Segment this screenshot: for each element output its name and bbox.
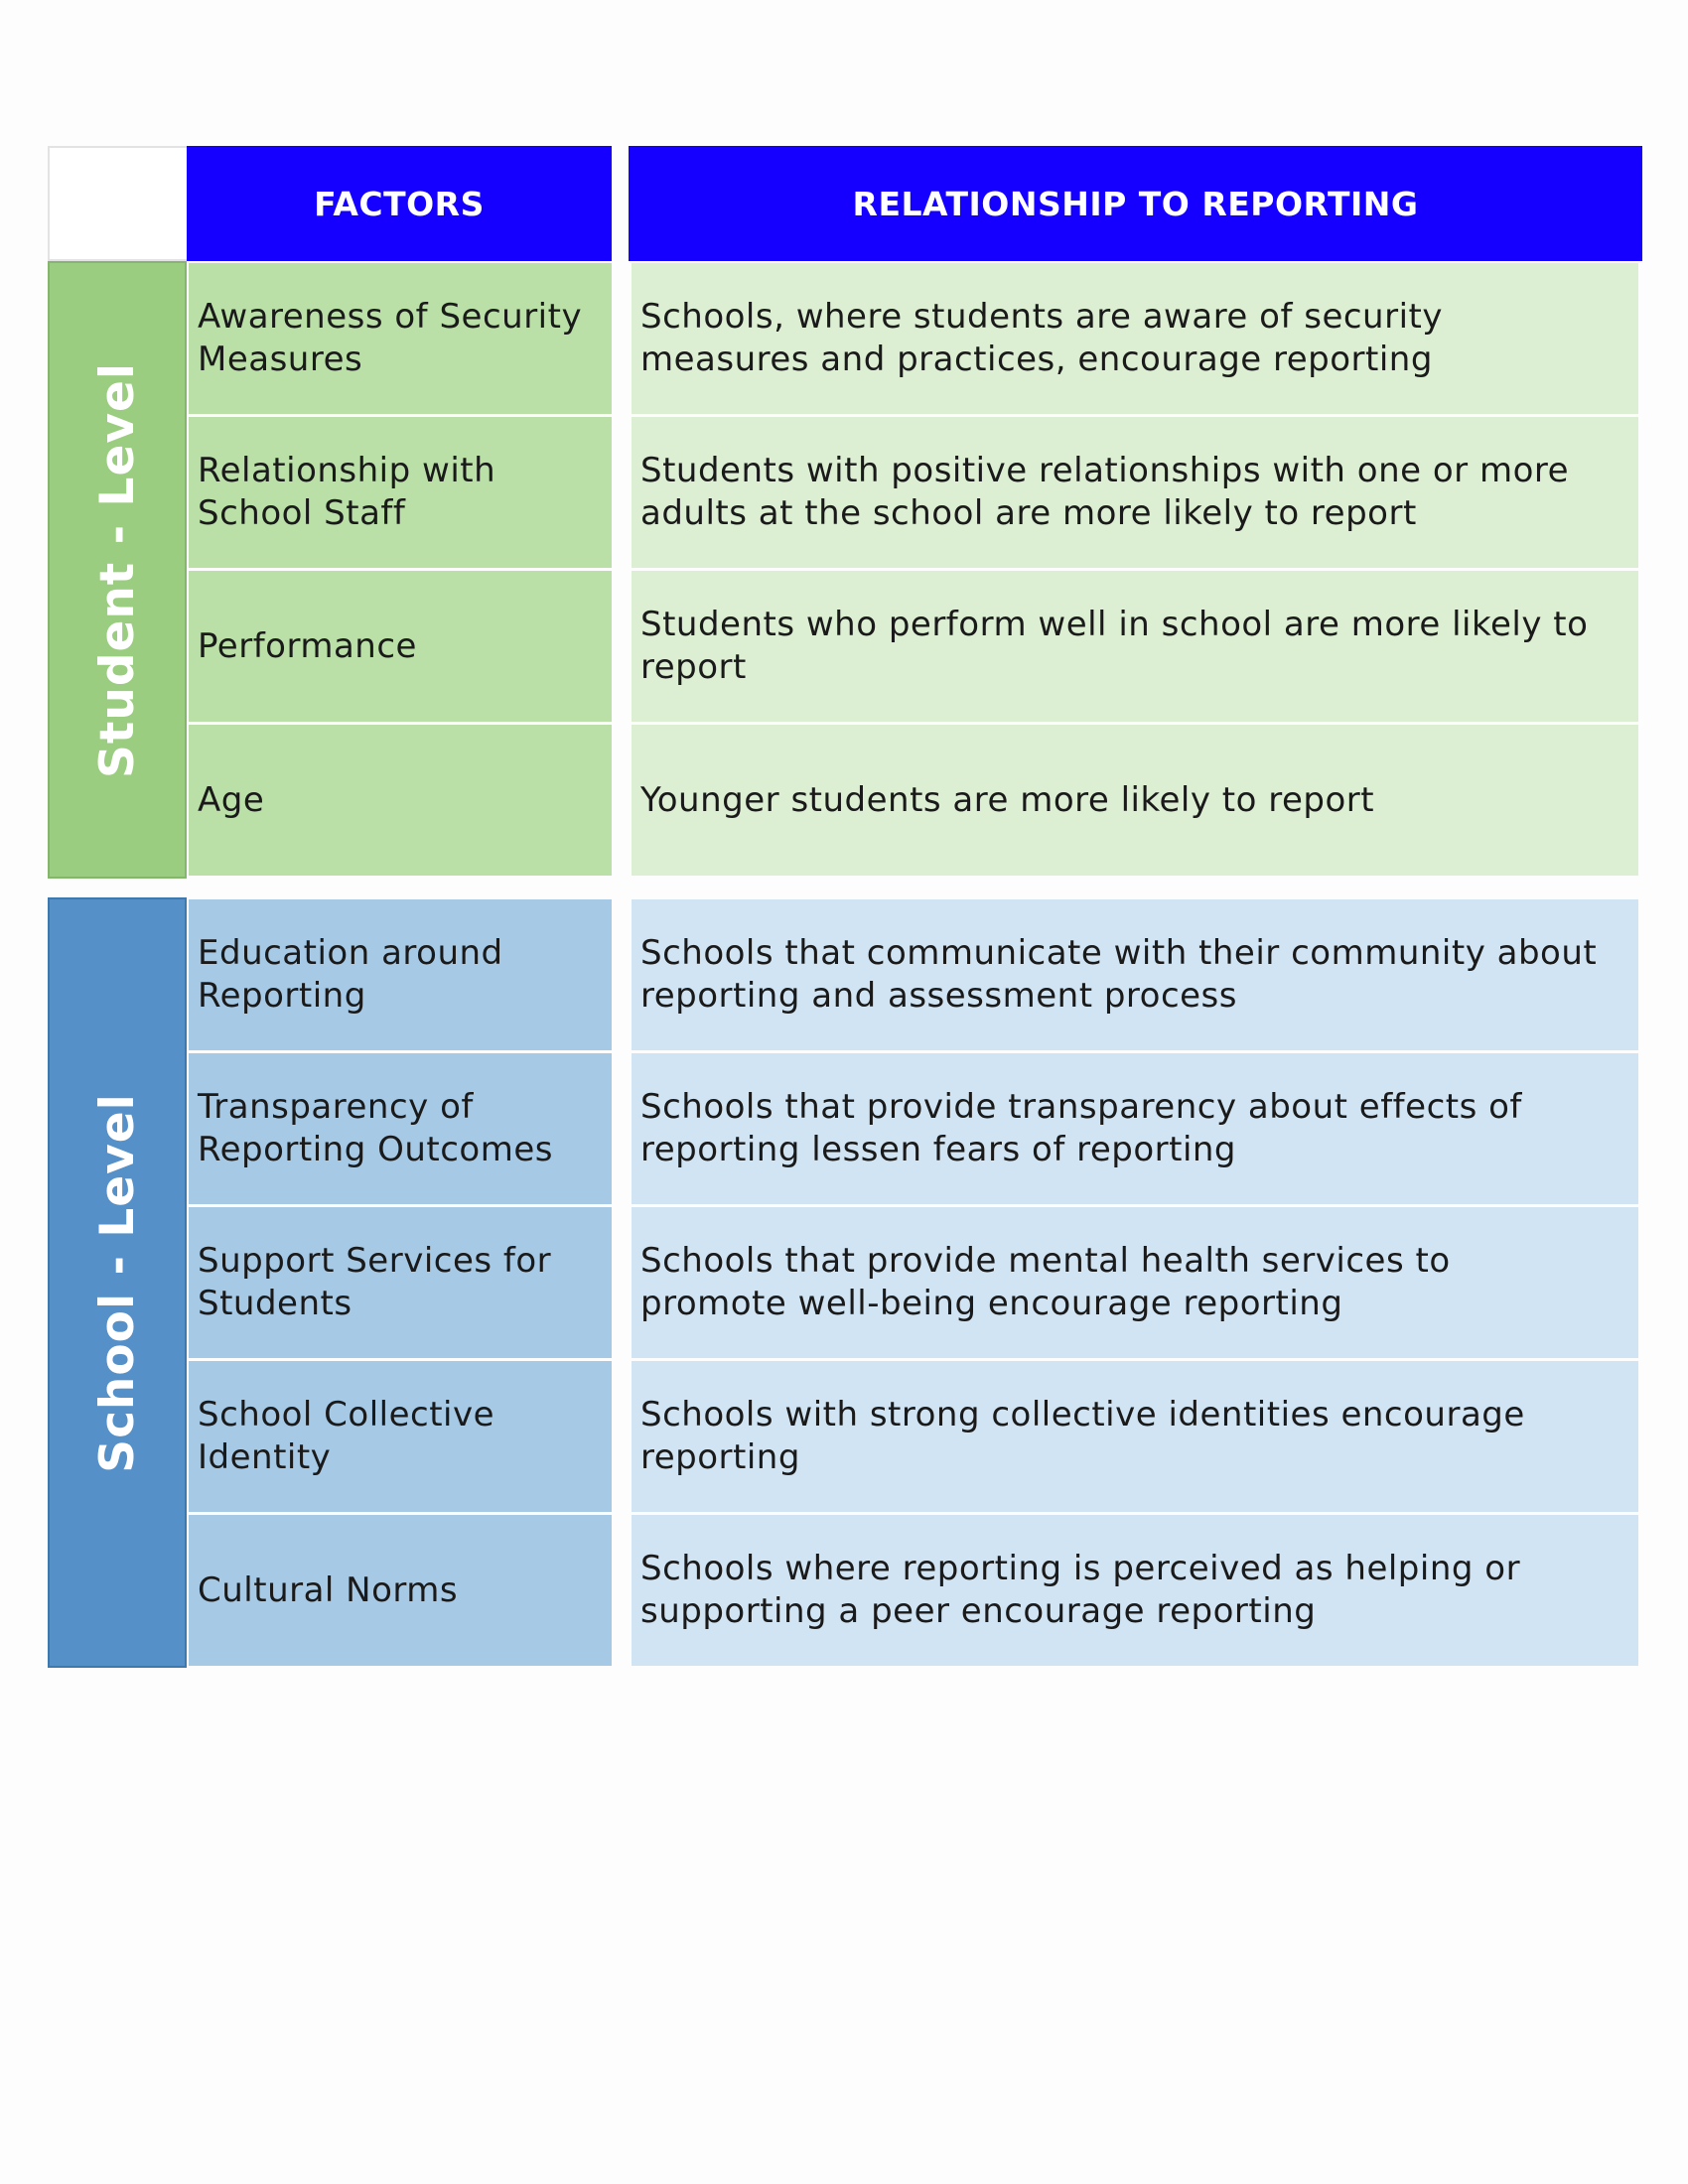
table-corner-cell (48, 146, 187, 261)
factor-cell: Performance (189, 571, 612, 722)
student-level-label: Student - Level (89, 361, 145, 778)
factor-cell: Relationship with School Staff (189, 417, 612, 568)
relationship-cell: Schools that provide mental health services to promote well-being encourage reporting (632, 1207, 1638, 1358)
relationship-cell: Schools with strong collective identities encourage reporting (632, 1361, 1638, 1512)
factor-cell: Education around Reporting (189, 899, 612, 1050)
factor-cell: Support Services for Students (189, 1207, 612, 1358)
relationship-cell: Students who perform well in school are more likely to report (632, 571, 1638, 722)
relationship-cell: Schools, where students are aware of security measures and practices, encourage reporting (632, 263, 1638, 414)
relationship-cell: Students with positive relationships with one or more adults at the school are more likely to report (632, 417, 1638, 568)
factor-cell: Transparency of Reporting Outcomes (189, 1053, 612, 1204)
school-level-group (48, 897, 187, 1668)
relationship-cell: Younger students are more likely to report (632, 725, 1638, 876)
relationship-cell: Schools where reporting is perceived as helping or supporting a peer encourage reporting (632, 1515, 1638, 1666)
relationship-column-header: RELATIONSHIP TO REPORTING (629, 146, 1642, 261)
factors-column-header: FACTORS (187, 146, 612, 261)
factor-cell: Age (189, 725, 612, 876)
factor-cell: Awareness of Security Measures (189, 263, 612, 414)
factor-cell: Cultural Norms (189, 1515, 612, 1666)
relationship-cell: Schools that communicate with their community about reporting and assessment process (632, 899, 1638, 1050)
school-level-label: School - Level (89, 1092, 145, 1473)
relationship-cell: Schools that provide transparency about effects of reporting lessen fears of reporting (632, 1053, 1638, 1204)
factor-cell: School Collective Identity (189, 1361, 612, 1512)
student-level-group (48, 261, 187, 879)
